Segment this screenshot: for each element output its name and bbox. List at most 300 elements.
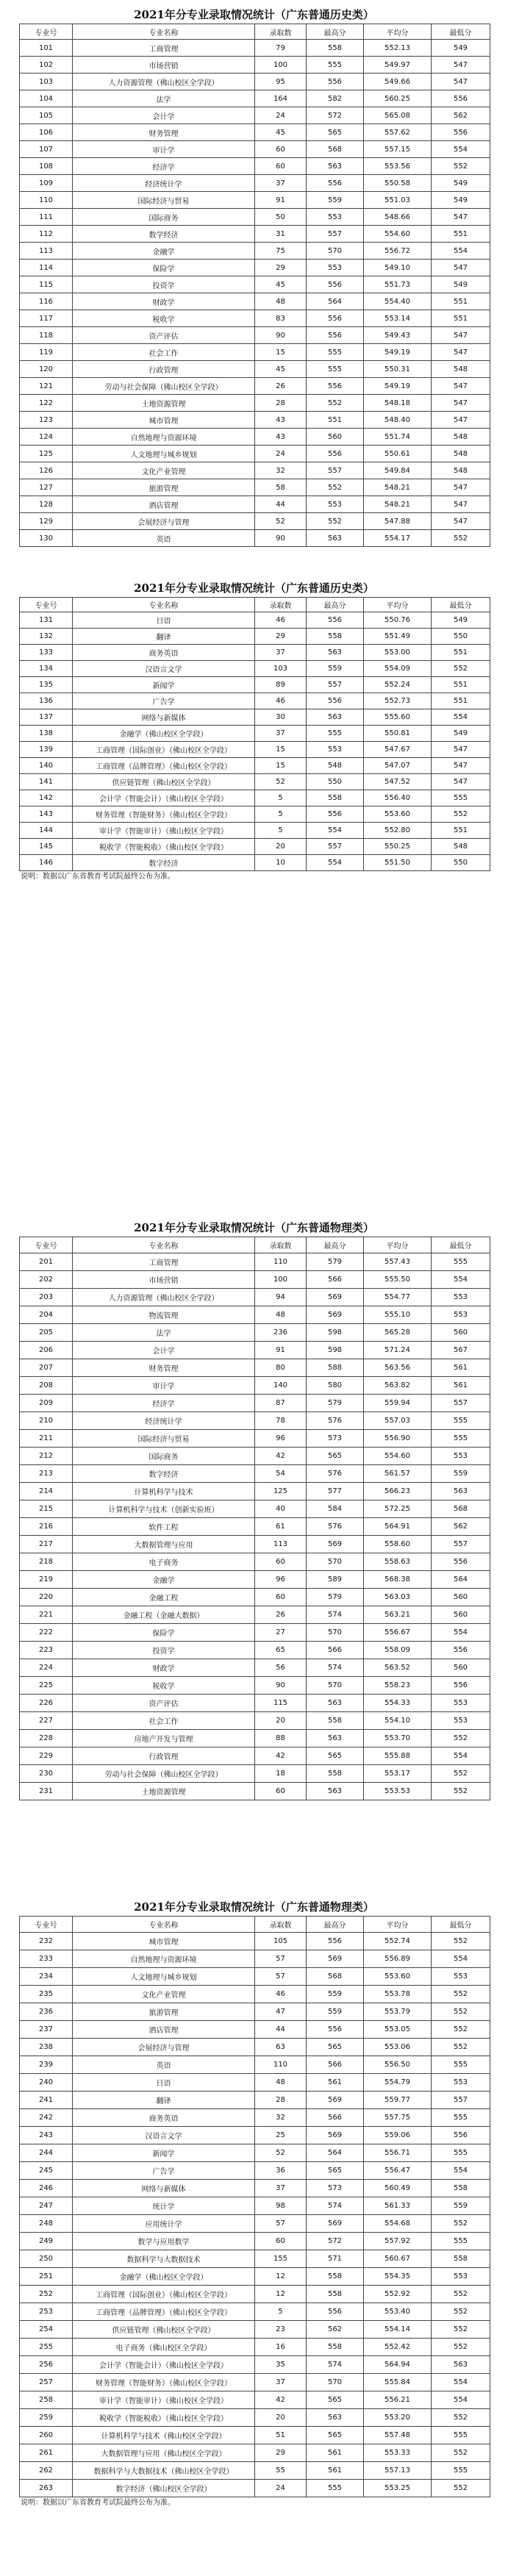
major-name: 英语 <box>73 2056 255 2074</box>
major-code: 216 <box>20 1518 73 1536</box>
lowest-score: 564 <box>432 1571 490 1589</box>
highest-score: 553 <box>307 209 364 226</box>
major-code: 258 <box>20 2391 73 2409</box>
lowest-score: 552 <box>432 1986 490 2003</box>
average-score: 557.03 <box>364 1412 432 1430</box>
major-code: 219 <box>20 1571 73 1589</box>
table-row <box>20 2480 490 2497</box>
average-score: 548.40 <box>364 412 432 429</box>
average-score: 555.60 <box>364 709 432 726</box>
highest-score: 562 <box>307 2321 364 2339</box>
lowest-score: 557 <box>432 1395 490 1412</box>
lowest-score: 552 <box>432 2215 490 2233</box>
average-score: 547.52 <box>364 774 432 790</box>
lowest-score: 563 <box>432 2356 490 2374</box>
lowest-score: 554 <box>432 709 490 726</box>
major-name: 税收学（智能税收）（佛山校区全学段） <box>73 2409 255 2427</box>
lowest-score: 560 <box>432 1659 490 1677</box>
table-row <box>20 2250 490 2268</box>
highest-score: 554 <box>307 855 364 871</box>
major-name: 保险学 <box>73 260 255 276</box>
highest-score: 557 <box>307 839 364 855</box>
average-score: 553.17 <box>364 1765 432 1783</box>
table-row <box>20 726 490 742</box>
admitted-count: 100 <box>255 57 307 74</box>
average-score: 560.25 <box>364 90 432 107</box>
highest-score: 563 <box>307 1730 364 1747</box>
highest-score: 569 <box>307 1536 364 1553</box>
major-name: 物流管理 <box>73 1306 255 1324</box>
highest-score: 555 <box>307 344 364 361</box>
average-score: 557.75 <box>364 2109 432 2127</box>
lowest-score: 549 <box>432 192 490 209</box>
table-row <box>20 2003 490 2021</box>
admitted-count: 60 <box>255 2233 307 2250</box>
lowest-score: 547 <box>432 496 490 513</box>
admitted-count: 5 <box>255 790 307 806</box>
average-score: 553.79 <box>364 2003 432 2021</box>
admitted-count: 61 <box>255 1518 307 1536</box>
average-score: 557.48 <box>364 2427 432 2444</box>
highest-score: 556 <box>307 378 364 395</box>
table-row <box>20 855 490 871</box>
major-name: 经济学 <box>73 158 255 175</box>
lowest-score: 548 <box>432 446 490 462</box>
major-code: 230 <box>20 1765 73 1783</box>
table-row <box>20 2444 490 2462</box>
column-header-major-name: 专业名称 <box>73 1917 255 1933</box>
table-row <box>20 758 490 774</box>
highest-score: 558 <box>307 629 364 645</box>
average-score: 555.10 <box>364 1306 432 1324</box>
major-code: 127 <box>20 479 73 496</box>
highest-score: 550 <box>307 774 364 790</box>
admitted-count: 48 <box>255 2074 307 2092</box>
lowest-score: 552 <box>432 1933 490 1950</box>
highest-score: 558 <box>307 1712 364 1730</box>
average-score: 563.21 <box>364 1606 432 1624</box>
average-score: 553.40 <box>364 2303 432 2321</box>
admitted-count: 45 <box>255 124 307 141</box>
table-row <box>20 2339 490 2356</box>
column-header-average-score: 平均分 <box>364 598 432 612</box>
admitted-count: 25 <box>255 2127 307 2144</box>
major-code: 220 <box>20 1589 73 1606</box>
average-score: 568.38 <box>364 1571 432 1589</box>
major-name: 金融学 <box>73 1571 255 1589</box>
lowest-score: 552 <box>432 2303 490 2321</box>
major-code: 239 <box>20 2056 73 2074</box>
average-score: 563.52 <box>364 1659 432 1677</box>
table-row <box>20 2162 490 2180</box>
table-row <box>20 2056 490 2074</box>
admission-table <box>19 24 490 547</box>
major-name: 市场营销 <box>73 57 255 74</box>
average-score: 549.84 <box>364 462 432 479</box>
average-score: 549.66 <box>364 74 432 90</box>
average-score: 554.79 <box>364 2074 432 2092</box>
highest-score: 556 <box>307 74 364 90</box>
table-row <box>20 1377 490 1395</box>
admitted-count: 46 <box>255 1986 307 2003</box>
average-score: 554.60 <box>364 1448 432 1465</box>
major-code: 240 <box>20 2074 73 2092</box>
major-code: 242 <box>20 2109 73 2127</box>
lowest-score: 547 <box>432 395 490 412</box>
major-name: 大数据管理与应用 <box>73 1536 255 1553</box>
highest-score: 579 <box>307 1395 364 1412</box>
average-score: 565.08 <box>364 107 432 124</box>
average-score: 553.78 <box>364 1986 432 2003</box>
highest-score: 576 <box>307 1518 364 1536</box>
table-header-row <box>20 1237 490 1253</box>
data-source-note: 说明：数据以广东省教育考试院最终公布为准。 <box>21 2499 175 2507</box>
major-code: 248 <box>20 2215 73 2233</box>
average-score: 553.33 <box>364 2444 432 2462</box>
major-name: 投资学 <box>73 276 255 293</box>
major-name: 经济学 <box>73 1395 255 1412</box>
major-name: 审计学（智能审计）（佛山校区全学段） <box>73 823 255 839</box>
highest-score: 573 <box>307 1430 364 1448</box>
column-header-major-code: 专业号 <box>20 1237 73 1253</box>
average-score: 550.61 <box>364 446 432 462</box>
section-title: 2021年分专业录取情况统计（广东普通物理类） <box>134 1900 374 1914</box>
major-code: 138 <box>20 726 73 742</box>
major-name: 数据科学与大数据技术 <box>73 2250 255 2268</box>
major-code: 139 <box>20 742 73 758</box>
major-code: 136 <box>20 693 73 709</box>
column-header-highest-score: 最高分 <box>307 1917 364 1933</box>
admitted-count: 29 <box>255 2444 307 2462</box>
major-name: 日语 <box>73 612 255 629</box>
highest-score: 566 <box>307 2109 364 2127</box>
average-score: 556.67 <box>364 1624 432 1642</box>
major-name: 财政学 <box>73 293 255 310</box>
major-code: 133 <box>20 645 73 661</box>
highest-score: 561 <box>307 2462 364 2480</box>
admitted-count: 15 <box>255 742 307 758</box>
column-header-admitted-count: 录取数 <box>255 24 307 40</box>
major-code: 257 <box>20 2374 73 2391</box>
major-code: 203 <box>20 1289 73 1306</box>
average-score: 563.03 <box>364 1589 432 1606</box>
admitted-count: 63 <box>255 2039 307 2056</box>
average-score: 559.06 <box>364 2127 432 2144</box>
average-score: 555.88 <box>364 1747 432 1765</box>
lowest-score: 551 <box>432 226 490 243</box>
table-row <box>20 1712 490 1730</box>
average-score: 559.77 <box>364 2092 432 2109</box>
major-code: 256 <box>20 2356 73 2374</box>
average-score: 550.81 <box>364 726 432 742</box>
major-name: 会计学 <box>73 1342 255 1359</box>
table-row <box>20 412 490 429</box>
average-score: 553.00 <box>364 645 432 661</box>
major-name: 旅游管理 <box>73 2003 255 2021</box>
major-code: 243 <box>20 2127 73 2144</box>
average-score: 548.18 <box>364 395 432 412</box>
major-code: 207 <box>20 1359 73 1377</box>
average-score: 552.73 <box>364 693 432 709</box>
major-code: 262 <box>20 2462 73 2480</box>
admitted-count: 35 <box>255 2356 307 2374</box>
column-header-major-name: 专业名称 <box>73 24 255 40</box>
admitted-count: 91 <box>255 1342 307 1359</box>
admitted-count: 46 <box>255 693 307 709</box>
major-code: 201 <box>20 1253 73 1271</box>
average-score: 553.06 <box>364 2039 432 2056</box>
average-score: 554.35 <box>364 2268 432 2286</box>
highest-score: 553 <box>307 260 364 276</box>
lowest-score: 553 <box>432 1306 490 1324</box>
major-name: 金融学 <box>73 243 255 260</box>
average-score: 552.42 <box>364 2339 432 2356</box>
admitted-count: 87 <box>255 1395 307 1412</box>
major-code: 118 <box>20 327 73 344</box>
admitted-count: 42 <box>255 2391 307 2409</box>
lowest-score: 547 <box>432 57 490 74</box>
major-code: 111 <box>20 209 73 226</box>
major-name: 人文地理与城乡规划 <box>73 446 255 462</box>
admitted-count: 5 <box>255 806 307 823</box>
major-code: 235 <box>20 1986 73 2003</box>
major-code: 246 <box>20 2180 73 2197</box>
major-code: 244 <box>20 2144 73 2162</box>
major-code: 144 <box>20 823 73 839</box>
highest-score: 563 <box>307 2409 364 2427</box>
table-row <box>20 645 490 661</box>
lowest-score: 549 <box>432 175 490 192</box>
admitted-count: 29 <box>255 260 307 276</box>
highest-score: 559 <box>307 1986 364 2003</box>
table-row <box>20 2321 490 2339</box>
major-name: 财务管理 <box>73 124 255 141</box>
lowest-score: 554 <box>432 1624 490 1642</box>
admitted-count: 27 <box>255 1624 307 1642</box>
admitted-count: 20 <box>255 1712 307 1730</box>
highest-score: 556 <box>307 276 364 293</box>
admission-table <box>19 1916 490 2497</box>
highest-score: 555 <box>307 361 364 378</box>
table-row <box>20 1747 490 1765</box>
table-row <box>20 2427 490 2444</box>
admitted-count: 45 <box>255 276 307 293</box>
highest-score: 559 <box>307 661 364 677</box>
table-row <box>20 479 490 496</box>
average-score: 550.25 <box>364 839 432 855</box>
highest-score: 552 <box>307 513 364 530</box>
column-header-major-code: 专业号 <box>20 1917 73 1933</box>
average-score: 551.73 <box>364 276 432 293</box>
lowest-score: 550 <box>432 629 490 645</box>
admitted-count: 155 <box>255 2250 307 2268</box>
table-row <box>20 1986 490 2003</box>
admitted-count: 125 <box>255 1483 307 1500</box>
column-header-average-score: 平均分 <box>364 24 432 40</box>
major-code: 224 <box>20 1659 73 1677</box>
lowest-score: 553 <box>432 1695 490 1712</box>
major-code: 145 <box>20 839 73 855</box>
table-header-row <box>20 598 490 612</box>
major-name: 法学 <box>73 1324 255 1342</box>
lowest-score: 553 <box>432 2268 490 2286</box>
lowest-score: 555 <box>432 2056 490 2074</box>
admitted-count: 32 <box>255 462 307 479</box>
major-code: 128 <box>20 496 73 513</box>
major-name: 行政管理 <box>73 361 255 378</box>
admitted-count: 113 <box>255 1536 307 1553</box>
column-header-admitted-count: 录取数 <box>255 598 307 612</box>
major-code: 114 <box>20 260 73 276</box>
major-name: 土地资源管理 <box>73 395 255 412</box>
admitted-count: 29 <box>255 629 307 645</box>
lowest-score: 552 <box>432 530 490 547</box>
major-code: 251 <box>20 2268 73 2286</box>
average-score: 557.15 <box>364 141 432 158</box>
lowest-score: 548 <box>432 429 490 446</box>
highest-score: 552 <box>307 395 364 412</box>
admitted-count: 5 <box>255 823 307 839</box>
lowest-score: 555 <box>432 790 490 806</box>
highest-score: 565 <box>307 2162 364 2180</box>
admitted-count: 15 <box>255 758 307 774</box>
average-score: 558.60 <box>364 1536 432 1553</box>
history-section-2 <box>0 579 508 883</box>
admitted-count: 51 <box>255 2427 307 2444</box>
average-score: 555.84 <box>364 2374 432 2391</box>
highest-score: 566 <box>307 2056 364 2074</box>
table-row <box>20 2409 490 2427</box>
admitted-count: 60 <box>255 141 307 158</box>
highest-score: 570 <box>307 1624 364 1642</box>
average-score: 553.60 <box>364 806 432 823</box>
lowest-score: 553 <box>432 1712 490 1730</box>
major-code: 204 <box>20 1306 73 1324</box>
admitted-count: 44 <box>255 2021 307 2039</box>
major-code: 205 <box>20 1324 73 1342</box>
table-row <box>20 742 490 758</box>
average-score: 563.82 <box>364 1377 432 1395</box>
admitted-count: 42 <box>255 1448 307 1465</box>
average-score: 549.97 <box>364 57 432 74</box>
major-name: 审计学（智能审计）（佛山校区全学段） <box>73 2391 255 2409</box>
lowest-score: 555 <box>432 2462 490 2480</box>
lowest-score: 567 <box>432 1342 490 1359</box>
major-name: 财政学 <box>73 1659 255 1677</box>
highest-score: 580 <box>307 1377 364 1395</box>
admission-table <box>19 1237 490 1800</box>
column-header-lowest-score: 最低分 <box>432 24 490 40</box>
admitted-count: 57 <box>255 1950 307 1968</box>
table-row <box>20 1536 490 1553</box>
table-row <box>20 1465 490 1483</box>
lowest-score: 554 <box>432 1271 490 1289</box>
average-score: 548.21 <box>364 479 432 496</box>
major-code: 105 <box>20 107 73 124</box>
table-row <box>20 1483 490 1500</box>
major-name: 法学 <box>73 90 255 107</box>
admitted-count: 26 <box>255 378 307 395</box>
column-header-lowest-score: 最低分 <box>432 598 490 612</box>
major-code: 238 <box>20 2039 73 2056</box>
table-row <box>20 1695 490 1712</box>
admitted-count: 36 <box>255 2162 307 2180</box>
major-code: 130 <box>20 530 73 547</box>
table-row <box>20 124 490 141</box>
major-code: 208 <box>20 1377 73 1395</box>
average-score: 558.09 <box>364 1642 432 1659</box>
lowest-score: 549 <box>432 276 490 293</box>
column-header-lowest-score: 最低分 <box>432 1917 490 1933</box>
admitted-count: 60 <box>255 1589 307 1606</box>
table-row <box>20 1783 490 1800</box>
major-code: 137 <box>20 709 73 726</box>
lowest-score: 551 <box>432 677 490 693</box>
highest-score: 553 <box>307 496 364 513</box>
major-name: 工商管理 <box>73 1253 255 1271</box>
table-row <box>20 1271 490 1289</box>
lowest-score: 555 <box>432 2233 490 2250</box>
table-row <box>20 2286 490 2303</box>
admitted-count: 42 <box>255 1747 307 1765</box>
highest-score: 561 <box>307 2074 364 2092</box>
lowest-score: 551 <box>432 693 490 709</box>
table-row <box>20 1642 490 1659</box>
average-score: 552.24 <box>364 677 432 693</box>
average-score: 561.57 <box>364 1465 432 1483</box>
major-code: 102 <box>20 57 73 74</box>
highest-score: 548 <box>307 758 364 774</box>
admitted-count: 52 <box>255 2144 307 2162</box>
major-name: 保险学 <box>73 1624 255 1642</box>
column-header-lowest-score: 最低分 <box>432 1237 490 1253</box>
average-score: 553.20 <box>364 2409 432 2427</box>
highest-score: 555 <box>307 726 364 742</box>
major-code: 120 <box>20 361 73 378</box>
major-name: 软件工程 <box>73 1518 255 1536</box>
average-score: 550.31 <box>364 361 432 378</box>
lowest-score: 561 <box>432 1359 490 1377</box>
highest-score: 555 <box>307 2480 364 2497</box>
table-row <box>20 276 490 293</box>
highest-score: 563 <box>307 158 364 175</box>
average-score: 554.17 <box>364 530 432 547</box>
admitted-count: 37 <box>255 726 307 742</box>
admitted-count: 98 <box>255 2197 307 2215</box>
admitted-count: 79 <box>255 40 307 57</box>
highest-score: 572 <box>307 2233 364 2250</box>
lowest-score: 556 <box>432 124 490 141</box>
lowest-score: 554 <box>432 2162 490 2180</box>
major-name: 劳动与社会保障（佛山校区全学段） <box>73 378 255 395</box>
highest-score: 565 <box>307 2391 364 2409</box>
major-name: 翻译 <box>73 2092 255 2109</box>
major-name: 城市管理 <box>73 1933 255 1950</box>
major-code: 135 <box>20 677 73 693</box>
major-name: 计算机科学与技术（佛山校区全学段） <box>73 2427 255 2444</box>
average-score: 551.49 <box>364 629 432 645</box>
table-row <box>20 2462 490 2480</box>
highest-score: 566 <box>307 1642 364 1659</box>
admitted-count: 110 <box>255 1253 307 1271</box>
major-name: 工商管理 <box>73 40 255 57</box>
average-score: 549.43 <box>364 327 432 344</box>
admitted-count: 65 <box>255 1642 307 1659</box>
major-name: 数字经济（佛山校区全学段） <box>73 2480 255 2497</box>
admitted-count: 88 <box>255 1730 307 1747</box>
average-score: 553.53 <box>364 1783 432 1800</box>
lowest-score: 556 <box>432 1553 490 1571</box>
